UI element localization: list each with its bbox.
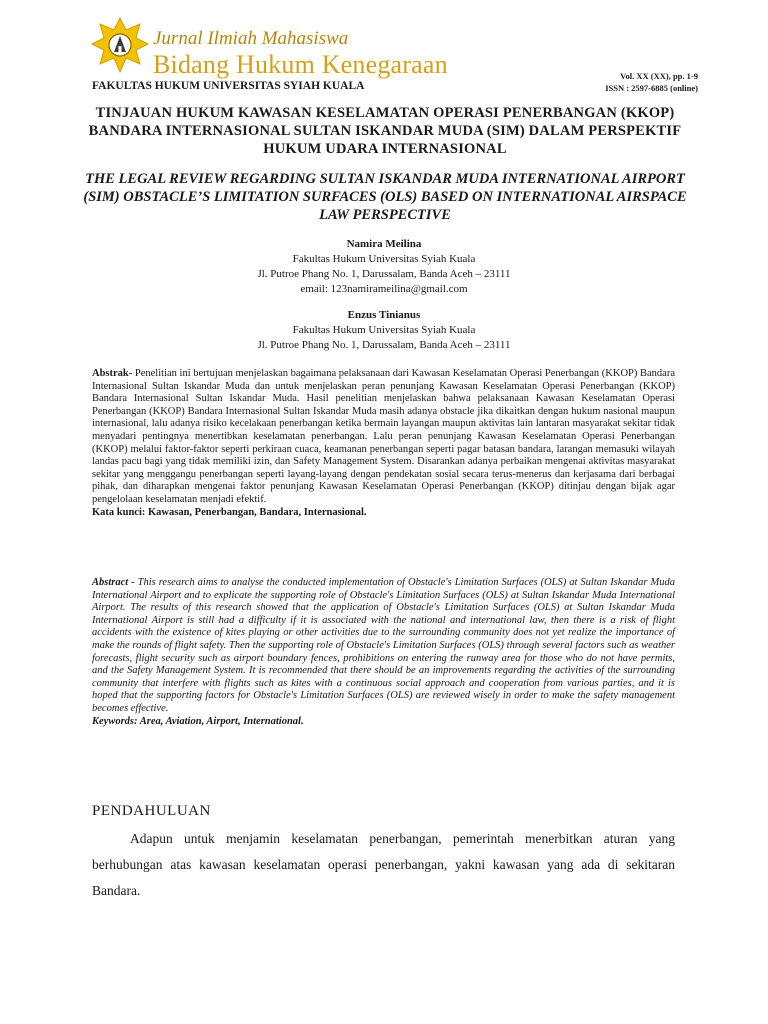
author-address: Jl. Putroe Phang No. 1, Darussalam, Banda Aceh – 23111 <box>257 268 511 280</box>
faculty-name: FAKULTAS HUKUM UNIVERSITAS SYIAH KUALA <box>92 80 365 92</box>
author-address: Jl. Putroe Phang No. 1, Darussalam, Banda Aceh – 23111 <box>257 339 511 351</box>
volume-info <box>605 70 698 94</box>
abstract-text: This research aims to analyse the conducted implementation of Obstacle's Limitation Surfaces (OLS) at Sultan Iskandar Muda International Airport and to explicate the supporting role of Obstacle's Limitation Surfaces (OLS) at Sultan Iskandar Muda International Airport. The results of this research showed that the application of Obstacle's Limitation Surfaces (OLS) at Sultan Iskandar Muda International Airport is still had a difficulty if it is associated with the national and international law, then there is a risk of flight accidents with the existence of kites playing or other activities due to the surrounding community does not yet realize the importance of make the rounds of flight safety. Then the supporting role of Obstacle's Limitation Surfaces (OLS) through several factors such as weather forecasts, flight security such as airport boundary fences, prohibitions on entering the runway area for those who do not have permits, and the Safety Management System. It is recommended that there should be an improvements regarding the activities of the surrounding community that interfere with flights such as kites with a continuous social approach and cooperation from various parties, and it is hoped that the supporting factors for Obstacle's Limitation Surfaces (OLS) are reviewed wisely in order to make the safety management becomes effective. <box>92 577 675 714</box>
author-block-2 <box>0 308 768 353</box>
abstract-indonesian <box>92 368 675 519</box>
author-affiliation: Fakultas Hukum Universitas Syiah Kuala <box>292 253 476 265</box>
keywords-indonesian: Kata kunci: Kawasan, Penerbangan, Bandara, Internasional. <box>92 506 367 518</box>
abstract-text: Penelitian ini bertujuan menjelaskan bagaimana pelaksanaan dari Kawasan Keselamatan Operasi Penerbangan (KKOP) Bandara Internasional Sultan Iskandar Muda dan untuk menjelaskan peran penunjang Kawasan Keselamatan Operasi Penerbangan (KKOP) Bandara Internasional Sultan Iskandar Muda. Hasil penelitian menjelaskan bahwa pelaksanaan Kawasan Keselamatan Operasi Penerbangan (KKOP) Bandara Internasional Sultan Iskandar Muda masih adanya obstacle jika dikaitkan dengan hukum nasional maupun internasional, lalu adanya risiko kecelakaan penerbangan ketika bermain layangan maupun aktivitas lain lantaran masyarakat sekitar tidak menyadari pentingnya menertibkan keselamatan penerbangan. Lalu peran penunjang Kawasan Keselamatan Operasi Penerbangan (KKOP) melalui faktor-faktor seperti perkiraan cuaca, keamanan penerbangan seperti pagar batasan bandara, larangan memasuki wilayah landas pacu bagi yang tidak memiliki izin, dan Safety Management System. Disarankan adanya perbaikan mengenai aktivitas masyarakat sekitar yang menggangu penerbangan seperti layang-layang dengan pendekatan sosial secara terus-menerus dan kerjasama dari berbagai pihak, dan diharapkan mengenai faktor penunjang Kawasan Keselamatan Operasi Penerbangan (KKOP) ditinjau dengan bijak agar pengelolaan keselamatan menjadi efektif. <box>92 368 675 505</box>
author-name: Enzus Tinianus <box>347 309 421 321</box>
intro-paragraph: Adapun untuk menjamin keselamatan penerbangan, pemerintah menerbitkan aturan yang berhubungan atas kawasan keselamatan operasi penerbangan, yakni kawasan yang ada di sekitaran Bandara. <box>92 831 675 898</box>
abstract-label: Abstract - <box>92 577 135 588</box>
journal-title: Bidang Hukum Kenegaraan <box>153 50 448 79</box>
author-affiliation: Fakultas Hukum Universitas Syiah Kuala <box>292 324 476 336</box>
issn: ISSN : 2597-6885 (online) <box>605 83 698 93</box>
paper-title-english: THE LEGAL REVIEW REGARDING SULTAN ISKANDAR MUDA INTERNATIONAL AIRPORT (SIM) OBSTACLE’S LIMITATION SURFACES (OLS) BASED ON INTERNATIONAL AIRSPACE LAW PERSPECTIVE <box>83 171 687 223</box>
author-email: email: 123namirameilina@gmail.com <box>300 283 468 295</box>
section-heading: PENDAHULUAN <box>92 803 211 819</box>
keywords-english: Keywords: Area, Aviation, Airport, International. <box>92 715 304 727</box>
university-logo <box>90 16 150 74</box>
abstract-label: Abstrak- <box>92 368 133 379</box>
volume-pages: Vol. XX (XX), pp. 1-9 <box>620 71 698 81</box>
author-block-1 <box>0 237 768 297</box>
journal-subtitle: Jurnal Ilmiah Mahasiswa <box>153 28 349 49</box>
author-name: Namira Meilina <box>346 238 422 250</box>
abstract-english <box>92 577 675 728</box>
paper-title-indonesian: TINJAUAN HUKUM KAWASAN KESELAMATAN OPERASI PENERBANGAN (KKOP) BANDARA INTERNASIONAL SULTAN ISKANDAR MUDA (SIM) DALAM PERSPEKTIF HUKUM UDARA INTERNASIONAL <box>88 105 682 157</box>
